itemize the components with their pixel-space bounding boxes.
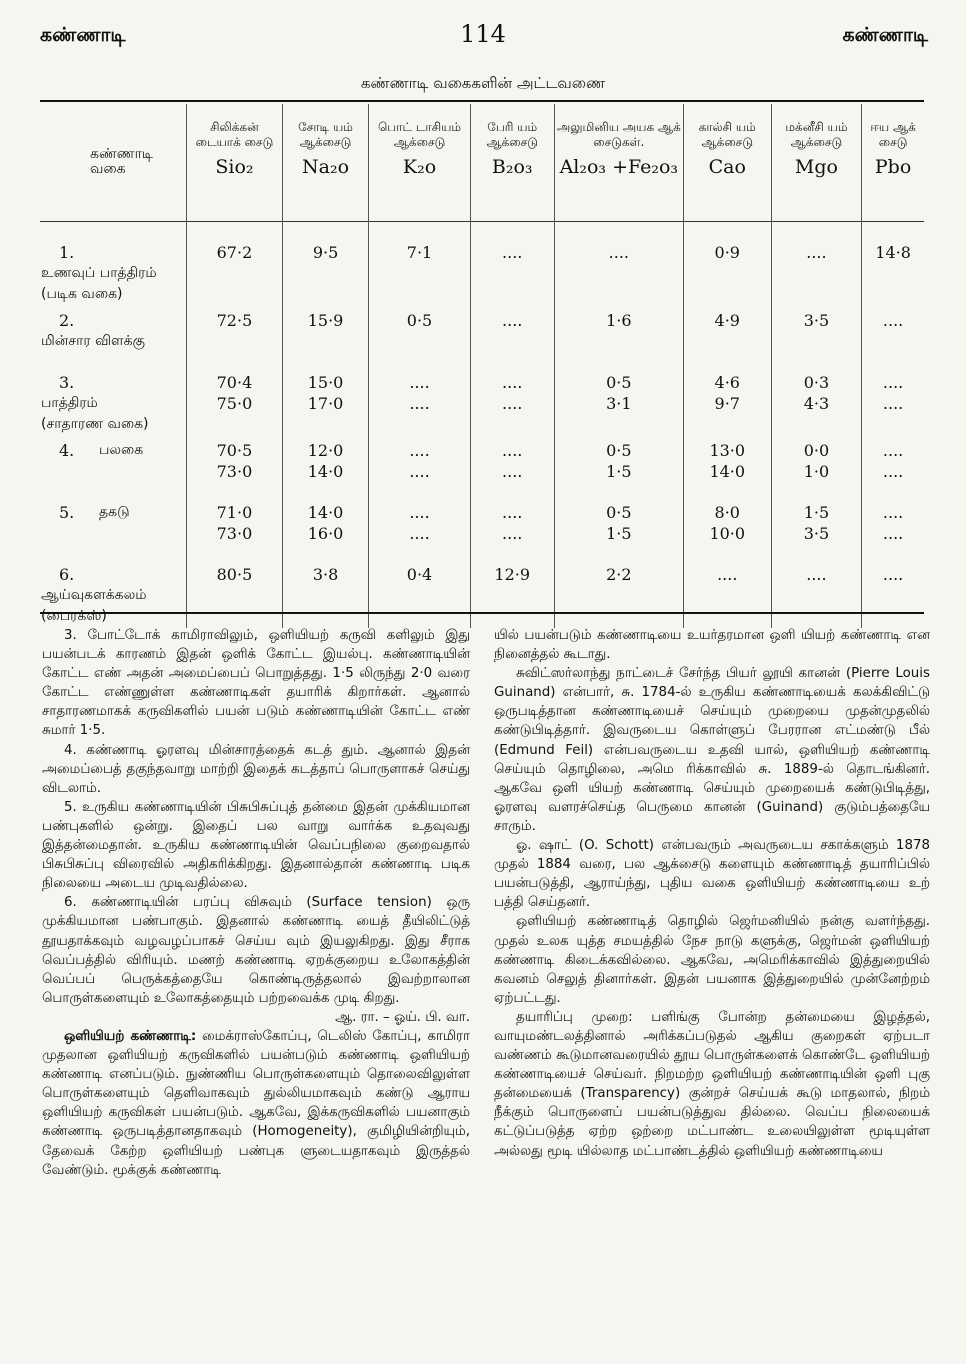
value-cell: .... .... (862, 498, 924, 560)
value-cell: 70·4 75·0 (187, 368, 283, 436)
value-cell: 4·9 (683, 306, 771, 368)
paragraph: 5. உருகிய கண்ணாடியின் பிசுபிசுப்புத் தன்மை இதன் முக்கியமான பண்புகளில் ஒன்று. இதைப் பல வாறு வார்க்க உதவுவது இத்தன்மைதான். உருகிய கண்ணாடியின் வெப்பநிலை குறைவதால் பிசுபிசுப்பு விரைவில் அதிகரிக்கிறது. இதனால்தான் கண்ணாடி படிக நிலையை அடைய முடிவதில்லை. (42, 799, 470, 892)
value-cell: 4·6 9·7 (683, 368, 771, 436)
author-signature: ஆ. ரா. – ஓய். பி. வா. (335, 1009, 470, 1025)
running-head-left: கண்ணாடி (40, 24, 126, 46)
paragraph: 4. கண்ணாடி ஓரளவு மின்சாரத்தைக் கடத் தும். ஆனால் இதன் அமைப்பைத் தகுந்தவாறு மாற்றி இதைக் கடத்தாப் பொருளாகச் செய்து விடலாம். (42, 742, 470, 796)
value-cell: 14·8 (862, 221, 924, 306)
value-cell: .... .... (369, 436, 470, 498)
value-cell: .... .... (470, 436, 554, 498)
running-head-right: கண்ணாடி (842, 24, 928, 46)
table-row (40, 221, 924, 306)
value-cell: 71·0 73·0 (187, 498, 283, 560)
value-cell: .... (862, 560, 924, 628)
table-row (40, 368, 924, 436)
glass-type-cell: 3.பாத்திரம் (சாதாரண வகை) (41, 372, 149, 432)
value-cell: 9·5 (282, 221, 369, 306)
table-row (40, 306, 924, 368)
table-row (40, 498, 924, 560)
column-header: கால்சி யம் ஆக்சைடு Cao (683, 104, 771, 221)
type-column-header: கண்ணாடி வகை (90, 146, 154, 178)
table-header-row (40, 104, 924, 221)
paragraph: ஓ. ஷாட் (O. Schott) என்பவரும் அவருடைய சகாக்களும் 1878 முதல் 1884 வரை, பல ஆக்சைடு களையும் கண்ணாடித் தயாரிப்பில் பயன்படுத்தி, ஆராய்ந்து, புதிய வகை ஒளியியற் கண்ணாடியை உற் பத்தி செய்தனர். (494, 838, 930, 911)
column-header: பொட் டாசியம் ஆக்சைடு K₂o (369, 104, 470, 221)
value-cell: 0·4 (369, 560, 470, 628)
value-cell: .... (470, 306, 554, 368)
value-cell: 72·5 (187, 306, 283, 368)
value-cell: 67·2 (187, 221, 283, 306)
value-cell: 0·5 3·1 (554, 368, 683, 436)
value-cell: 1·6 (554, 306, 683, 368)
value-cell: .... .... (470, 498, 554, 560)
glass-type-cell: 5. தகடு (59, 502, 130, 522)
table-bottom-rule (40, 612, 924, 614)
value-cell: .... (862, 306, 924, 368)
column-header: சிலிக்கன் டையாக் சைடு Sio₂ (187, 104, 283, 221)
column-header: ஈய ஆக் சைடு Pbo (862, 104, 924, 221)
value-cell: 80·5 (187, 560, 283, 628)
paragraph: யில் பயன்படும் கண்ணாடியை உயர்தரமான ஒளி யியற் கண்ணாடி என நினைத்தல் கூடாது. (494, 628, 930, 663)
value-cell: .... (771, 221, 861, 306)
page-number: 114 (460, 20, 506, 48)
glass-type-cell: 2.மின்சார விளக்கு (41, 310, 145, 349)
right-column (494, 626, 930, 1161)
glass-type-cell: 1.உணவுப் பாத்திரம் (படிக வகை) (41, 242, 157, 302)
value-cell: 0·5 1·5 (554, 498, 683, 560)
paragraph: தயாரிப்பு முறை: பளிங்கு போன்ற தன்மையை இழத்தல், வாயுமண்டலத்தினால் அரிக்கப்படுதல் ஆகிய குறைகள் ஏற்படா வண்ணம் கூடுமானவரையில் தூய பொருள்களைக் கொண்டே ஒளியியற் கண்ணாடியைச் செய்வர். நிறமற்ற ஒளியியற் கண்ணாடியின் ஒளி புகு தன்மையைக் (Transparency) குன்றச் செய்யக் கூடு மாதலால், நிறம் நீக்கும் பொருளைப் பயன்படுத்துவ தில்லை. வெப்ப நிலையைக் கட்டுப்படுத்த ஏற்ற ஒற்றை மட்பாண்ட உலையிலுள்ள மூடியுள்ள அல்லது மூடி யில்லாத மட்பாண்டத்தில் ஒளியியற் கண்ணாடியை (494, 1009, 930, 1159)
value-cell: 12·9 (470, 560, 554, 628)
value-cell: 15·0 17·0 (282, 368, 369, 436)
column-header: சோடி யம் ஆக்சைடு Na₂o (282, 104, 369, 221)
page-header (0, 20, 966, 54)
composition-table (40, 104, 924, 628)
column-header: அலுமினிய அயக ஆக் சைடுகள். Al₂o₃ +Fe₂o₃ (554, 104, 683, 221)
value-cell: .... .... (369, 498, 470, 560)
column-header: பேரி யம் ஆக்சைடு B₂o₃ (470, 104, 554, 221)
value-cell: 0·9 (683, 221, 771, 306)
table-row (40, 436, 924, 498)
table-top-rule (40, 100, 924, 102)
value-cell: .... .... (470, 368, 554, 436)
value-cell: 3·5 (771, 306, 861, 368)
value-cell: 0·0 1·0 (771, 436, 861, 498)
value-cell: 13·0 14·0 (683, 436, 771, 498)
value-cell: .... .... (369, 368, 470, 436)
value-cell: 3·8 (282, 560, 369, 628)
section-title: தயாரிப்பு முறை: (516, 1009, 633, 1025)
value-cell: 14·0 16·0 (282, 498, 369, 560)
value-cell: .... .... (862, 368, 924, 436)
value-cell: 0·5 1·5 (554, 436, 683, 498)
glass-type-cell: 6.ஆய்வுகளக்கலம் (பைரக்ஸ்) (41, 564, 147, 624)
paragraph: ஒளியியற் கண்ணாடித் தொழில் ஜெர்மனியில் நன்கு வளர்ந்தது. முதல் உலக யுத்த சமயத்தில் நேச நாடு களுக்கு, ஜெர்மன் ஒளியியற் கண்ணாடி கிடைக்கவில்லை. ஆகவே, அமெரிக்காவில் இத்துறையில் கவனம் செலுத் தினார்கள். இதன் பயனாக இத்துறையில் முன்னேற்றம் ஏற்பட்டது. (494, 914, 930, 1006)
value-cell: .... (554, 221, 683, 306)
value-cell: .... (771, 560, 861, 628)
paragraph: ஒளியியற் கண்ணாடி: மைக்ராஸ்கோப்பு, டெலிஸ் கோப்பு, காமிரா முதலான ஒளியியற் கருவிகளில் பயன்படும் கண்ணாடி ஒளியியற் கண்ணாடி எனப்படும். நுண்ணிய பொருள்களையும் தொலைவிலுள்ள பொருள்களையும் தெளிவாகவும் துல்லியமாகவும் கண்டு ஆராய ஒளியியற் கருவிகள் பயன்படும். ஆகவே, இக்கருவிகளில் பயனாகும் கண்ணாடி ஒருபடித்தானதாகவும் (Homogeneity), குமிழியின்றியும், தேவைக் கேற்ற ஒளியியற் பண்புக ளுடையதாகவும் இருத்தல் வேண்டும். மூக்குக் கண்ணாடி (42, 1028, 470, 1178)
paragraph: 3. போட்டோக் காமிராவிலும், ஒளியியற் கருவி களிலும் இது பயன்படக் காரணம் இதன் ஒளிக் கோட்ட இயல்பு. கண்ணாடியின் கோட்ட எண் அதன் அமைப்பைப் பொறுத்தது. 1·5 லிருந்து 2·0 வரை கோட்ட எண்ணுள்ள கண்ணாடிகள் தயாரிக் கிறார்கள். ஆனால் சாதாரணமாகக் கருவிகளில் பயன் படும் கண்ணாடியின் கோட்ட எண் சுமார் 1·5. (42, 628, 470, 739)
table-row (40, 560, 924, 628)
paragraph: 6. கண்ணாடியின் பரப்பு விசுவும் (Surface tension) ஒரு முக்கியமான பண்பாகும். இதனால் கண்ணாடி யைத் தீயிலிட்டுத் தூயதாக்கவும் வழவழப்பாகச் செய்ய வும் இயலுகிறது. இது சீராக வெப்பத்தில் விரியும். மணற் கண்ணாடி ஏறக்குறைய உலோகத்தின் வெப்பப் பெருக்கத்தையே கொண்டிருத்தலால் இவற்றாலான பொருள்களையும் உலோகத்தையும் பற்றவைக்க முடி கிறது. (42, 895, 470, 1006)
value-cell: 15·9 (282, 306, 369, 368)
value-cell: .... .... (862, 436, 924, 498)
value-cell: 2·2 (554, 560, 683, 628)
column-header: மக்னீசி யம் ஆக்சைடு Mgo (771, 104, 861, 221)
value-cell: 0·5 (369, 306, 470, 368)
paragraph: சுவிட்ஸர்லாந்து நாட்டைச் சேர்ந்த பியர் லூயி கானன் (Pierre Louis Guinand) என்பார், சு. 1784-ல் உருகிய கண்ணாடியைக் கலக்கிவிட்டு ஒருபடித்தான கண்ணாடியைச் செய்யும் முறையை முதன்முதலில் கண்டுபிடித்தார். இவருடைய கொள்ளுப் பேரரான எட்மண்டு பீல் (Edmund Feil) என்பவருடைய உதவி யால், ஒளியியற் கண்ணாடி செய்யும் தொழிலை, அமெ ரிக்காவில் சு. 1889-ல் தொடங்கினர். ஆகவே ஒளி யியற் கண்ணாடி செய்யும் முறையைக் கண்டுபிடித்து, ஓரளவு வளரச்செய்த பெருமை கானன் (Guinand) குடும்பத்தையே சாரும். (494, 666, 930, 834)
section-title: ஒளியியற் கண்ணாடி: (64, 1028, 197, 1044)
value-cell: 0·3 4·3 (771, 368, 861, 436)
value-cell: 70·5 73·0 (187, 436, 283, 498)
value-cell: 7·1 (369, 221, 470, 306)
table-body (40, 221, 924, 628)
value-cell: 8·0 10·0 (683, 498, 771, 560)
value-cell: 12·0 14·0 (282, 436, 369, 498)
table-caption: கண்ணாடி வகைகளின் அட்டவணை (360, 74, 606, 92)
value-cell: .... (683, 560, 771, 628)
glass-type-cell: 4. பலகை (59, 440, 144, 460)
value-cell: .... (470, 221, 554, 306)
left-column (42, 626, 470, 1180)
value-cell: 1·5 3·5 (771, 498, 861, 560)
